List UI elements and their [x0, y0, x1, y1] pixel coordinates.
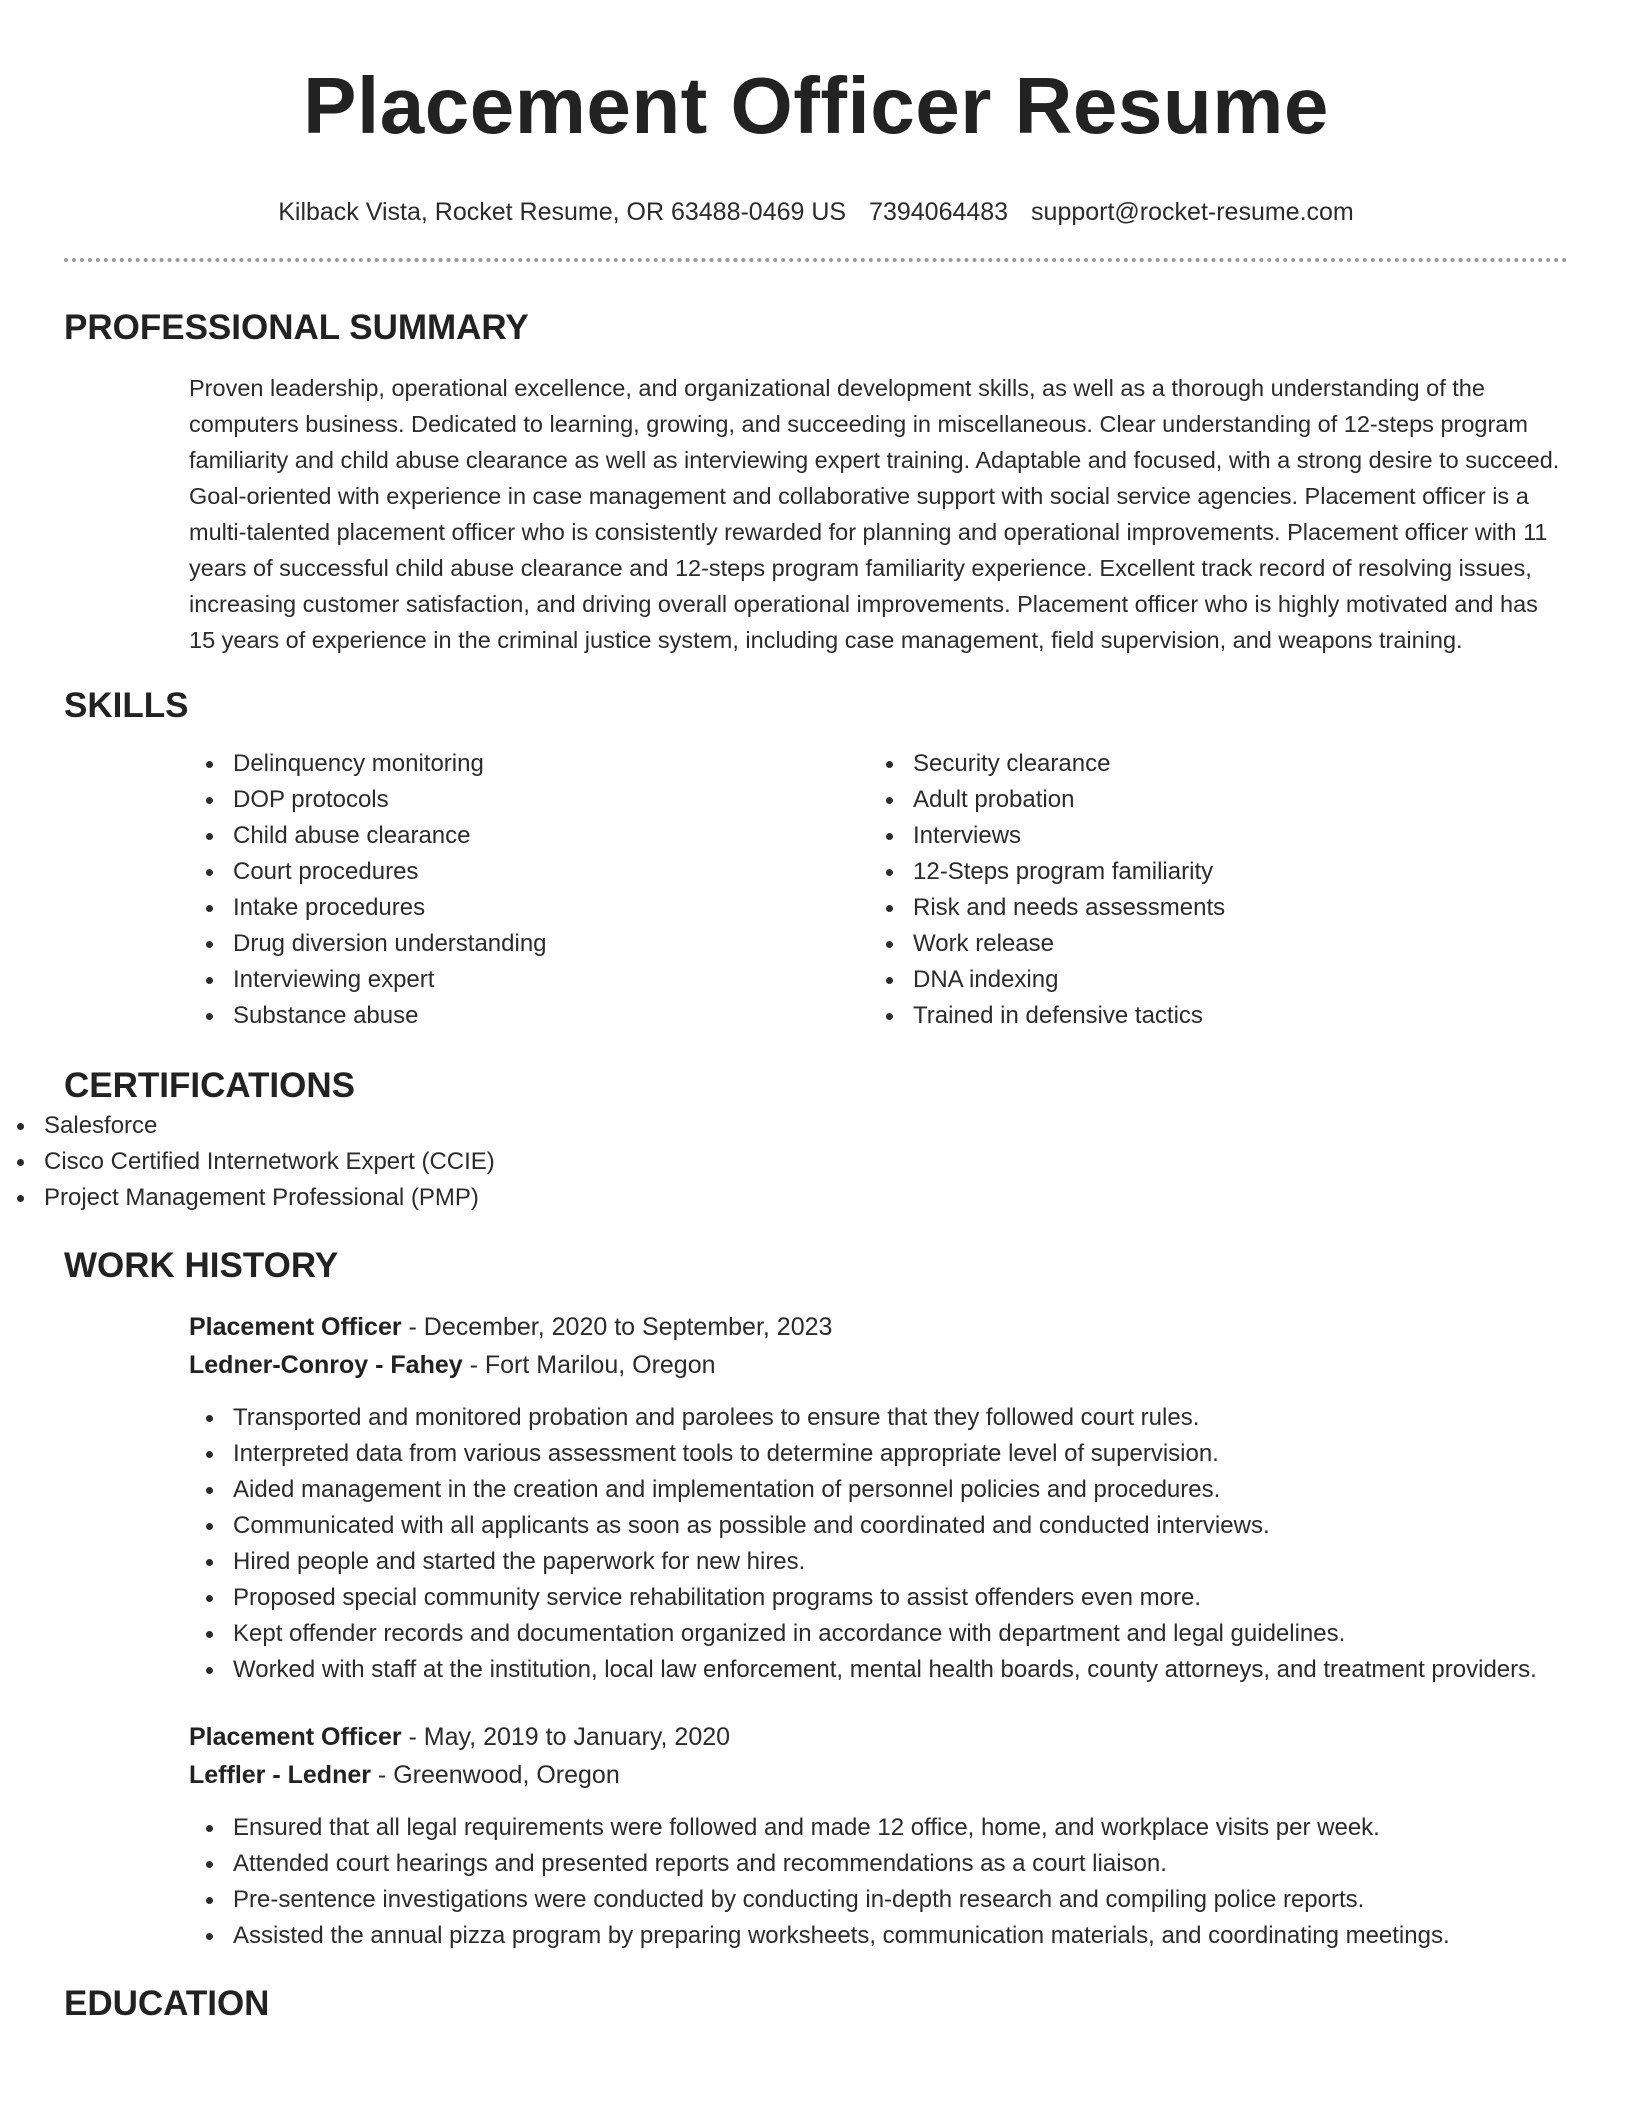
- section-heading-summary: PROFESSIONAL SUMMARY: [64, 308, 529, 347]
- section-heading-education: EDUCATION: [64, 1984, 270, 2023]
- skill-item: DOP protocols: [189, 782, 869, 818]
- job-entry: [189, 1718, 1568, 1954]
- job-title-line: [189, 1308, 1568, 1346]
- certification-item: Salesforce: [0, 1108, 1632, 1144]
- job-duty-item: Kept offender records and documentation organized in accordance with department and legal guidelines.: [189, 1616, 1568, 1652]
- job-duty-item: Proposed special community service rehabilitation programs to assist offenders even more.: [189, 1580, 1568, 1616]
- job-title: Placement Officer: [189, 1723, 402, 1751]
- skill-item: Security clearance: [869, 746, 1549, 782]
- resume-title: Placement Officer Resume: [303, 61, 1329, 150]
- header-divider: [64, 258, 1568, 262]
- skill-item: Court procedures: [189, 854, 869, 890]
- skill-item: Drug diversion understanding: [189, 926, 869, 962]
- skill-item: 12-Steps program familiarity: [869, 854, 1549, 890]
- certification-item: Cisco Certified Internetwork Expert (CCIE): [0, 1144, 1632, 1180]
- skill-item: Substance abuse: [189, 998, 869, 1034]
- skills-list-left: [189, 746, 869, 1034]
- section-heading-certifications: CERTIFICATIONS: [64, 1066, 356, 1105]
- job-company-line: [189, 1756, 1568, 1794]
- skill-item: Risk and needs assessments: [869, 890, 1549, 926]
- job-duty-item: Aided management in the creation and implementation of personnel policies and procedures.: [189, 1472, 1568, 1508]
- job-title: Placement Officer: [189, 1313, 402, 1341]
- skill-item: Interviewing expert: [189, 962, 869, 998]
- skill-item: Child abuse clearance: [189, 818, 869, 854]
- job-entry: [189, 1308, 1568, 1688]
- job-duty-item: Hired people and started the paperwork for new hires.: [189, 1544, 1568, 1580]
- job-duties-list: [189, 1810, 1568, 1954]
- skill-item: Intake procedures: [189, 890, 869, 926]
- job-dates: - December, 2020 to September, 2023: [401, 1313, 833, 1341]
- job-duty-item: Attended court hearings and presented reports and recommendations as a court liaison.: [189, 1846, 1568, 1882]
- section-heading-work-history: WORK HISTORY: [64, 1246, 339, 1285]
- job-duty-item: Interpreted data from various assessment tools to determine appropriate level of supervision.: [189, 1436, 1568, 1472]
- contact-address: Kilback Vista, Rocket Resume, OR 63488-0469 US: [278, 198, 847, 226]
- job-title-line: [189, 1718, 1568, 1756]
- summary-text: Proven leadership, operational excellence, and organizational development skills, as well as a thorough understanding of the computers business. Dedicated to learning, growing, and succeeding in miscellaneous. Clear understanding of 12-steps program familiarity and child abuse clearance as well as interviewing expert training. Adaptable and focused, with a strong desire to succeed. Goal-oriented with experience in case management and collaborative support with social service agencies. Placement officer is a multi-talented placement officer who is consistently rewarded for planning and operational improvements. Placement officer with 11 years of successful child abuse clearance and 12-steps program familiarity experience. Excellent track record of resolving issues, increasing customer satisfaction, and driving overall operational improvements. Placement officer who is highly motivated and has 15 years of experience in the criminal justice system, including case management, field supervision, and weapons training.: [189, 375, 1560, 653]
- contact-email: support@rocket-resume.com: [1031, 198, 1354, 226]
- certifications-list: [0, 1108, 1632, 1216]
- skill-item: Interviews: [869, 818, 1549, 854]
- skills-list-right: [869, 746, 1549, 1034]
- job-duties-list: [189, 1400, 1568, 1688]
- skill-item: Trained in defensive tactics: [869, 998, 1549, 1034]
- job-duty-item: Transported and monitored probation and parolees to ensure that they followed court rules.: [189, 1400, 1568, 1436]
- job-company-line: [189, 1346, 1568, 1384]
- job-duty-item: Worked with staff at the institution, local law enforcement, mental health boards, county attorneys, and treatment providers.: [189, 1652, 1568, 1688]
- skills-columns: [189, 746, 1568, 1034]
- contact-line: [0, 196, 1632, 228]
- job-duty-item: Pre-sentence investigations were conducted by conducting in-depth research and compiling police reports.: [189, 1882, 1568, 1918]
- section-heading-skills: SKILLS: [64, 686, 189, 725]
- contact-phone: 7394064483: [869, 198, 1009, 226]
- skill-item: Delinquency monitoring: [189, 746, 869, 782]
- job-duty-item: Assisted the annual pizza program by preparing worksheets, communication materials, and coordinating meetings.: [189, 1918, 1568, 1954]
- job-duty-item: Ensured that all legal requirements were followed and made 12 office, home, and workplace visits per week.: [189, 1810, 1568, 1846]
- job-company: Leffler - Ledner: [189, 1761, 371, 1789]
- skill-item: DNA indexing: [869, 962, 1549, 998]
- certification-item: Project Management Professional (PMP): [0, 1180, 1632, 1216]
- skill-item: Work release: [869, 926, 1549, 962]
- job-location: - Fort Marilou, Oregon: [462, 1351, 716, 1379]
- job-duty-item: Communicated with all applicants as soon as possible and coordinated and conducted interviews.: [189, 1508, 1568, 1544]
- job-dates: - May, 2019 to January, 2020: [401, 1723, 731, 1751]
- job-location: - Greenwood, Oregon: [370, 1761, 620, 1789]
- job-company: Ledner-Conroy - Fahey: [189, 1351, 463, 1379]
- skill-item: Adult probation: [869, 782, 1549, 818]
